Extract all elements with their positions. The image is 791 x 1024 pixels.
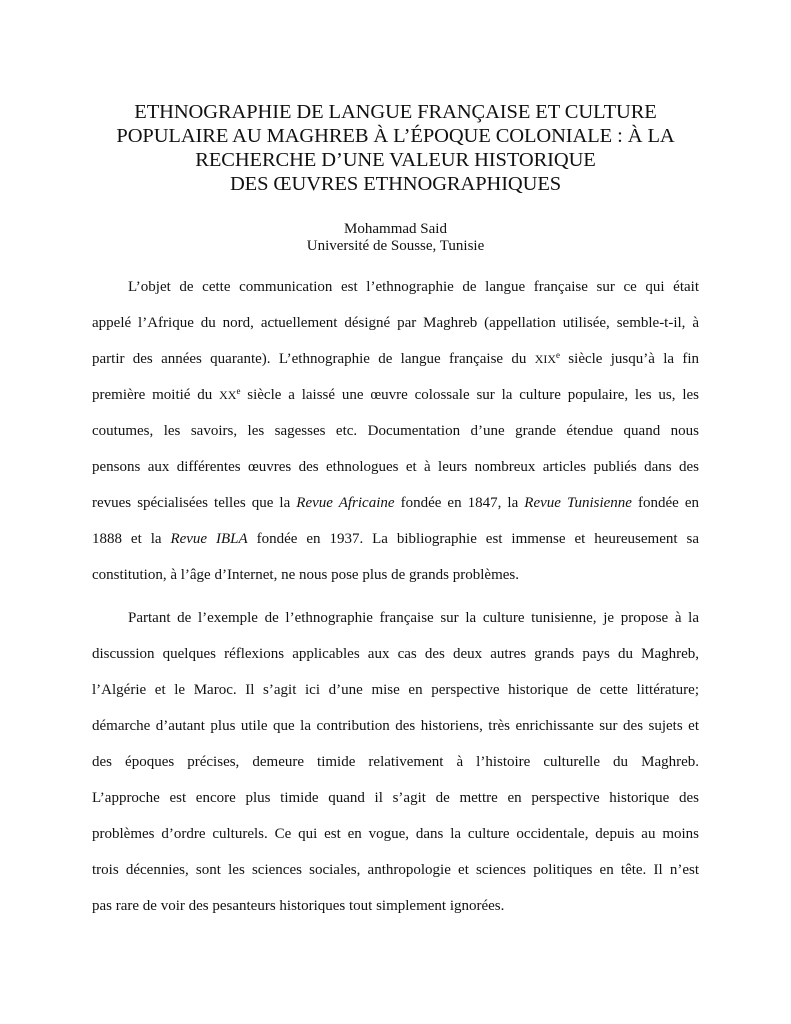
paragraph-line [92, 485, 699, 521]
paragraph-line: des époques précises, demeure timide relativement à l’histoire culturelle du Maghreb. [92, 754, 699, 770]
paragraph-line [92, 377, 699, 413]
title-line: ETHNOGRAPHIE DE LANGUE FRANÇAISE ET CULTURE [134, 101, 657, 123]
text-run: partir des années quarante). L’ethnographie de langue française du [92, 351, 535, 367]
text-run: siècle jusqu’à la fin [560, 351, 699, 367]
paragraph-line: appelé l’Afrique du nord, actuellement désigné par Maghreb (appellation utilisée, semble-t-il, à [92, 315, 699, 331]
paragraph-line [92, 341, 699, 377]
author-block [92, 221, 699, 255]
author-name: Mohammad Said [344, 221, 447, 237]
paragraph-line: coutumes, les savoirs, les sagesses etc. Documentation d’une grande étendue quand nous [92, 423, 699, 439]
paragraph-line: discussion quelques réflexions applicables aux cas des deux autres grands pays du Maghreb, [92, 646, 699, 662]
paragraph-line: l’Algérie et le Maroc. Il s’agit ici d’une mise en perspective historique de cette littérature; [92, 682, 699, 698]
text-run: 1888 et la [92, 531, 171, 547]
title-line: POPULAIRE AU MAGHREB À L’ÉPOQUE COLONIALE : À LA [116, 125, 675, 147]
journal-title: Revue Africaine [296, 495, 395, 511]
text-run: première moitié du [92, 387, 220, 403]
paragraph-1 [92, 269, 699, 593]
article-title [92, 100, 699, 196]
text-run: fondée en 1937. La bibliographie est immense et heureusement sa [247, 531, 699, 547]
paragraph-line [92, 521, 699, 557]
paragraph-line: L’objet de cette communication est l’ethnographie de langue française sur ce qui était [128, 279, 699, 295]
text-run: fondée en 1847, la [394, 495, 525, 511]
superscript: e [236, 386, 241, 396]
text-run: fondée en [631, 495, 700, 511]
century-numeral: XIX [534, 352, 557, 366]
superscript: e [556, 350, 561, 360]
paragraph-2 [92, 600, 699, 924]
paragraph-line: démarche d’autant plus utile que la contribution des historiens, très enrichissante sur des sujets et [92, 718, 699, 734]
paragraph-line: pas rare de voir des pesanteurs historiques tout simplement ignorées. [92, 898, 505, 914]
century-numeral: XX [219, 388, 237, 402]
paragraph-line: problèmes d’ordre culturels. Ce qui est en vogue, dans la culture occidentale, depuis au moins [92, 826, 699, 842]
paragraph-line: constitution, à l’âge d’Internet, ne nous pose plus de grands problèmes. [92, 567, 519, 583]
paragraph-line: trois décennies, sont les sciences sociales, anthropologie et sciences politiques en tête. Il n’est [92, 862, 699, 878]
journal-title: Revue Tunisienne [524, 495, 632, 511]
paragraph-line: pensons aux différentes œuvres des ethnologues et à leurs nombreux articles publiés dans des [92, 459, 699, 475]
title-line: RECHERCHE D’UNE VALEUR HISTORIQUE [195, 149, 596, 171]
paragraph-line: Partant de l’exemple de l’ethnographie française sur la culture tunisienne, je propose à la [128, 610, 699, 626]
title-line: DES ŒUVRES ETHNOGRAPHIQUES [229, 173, 562, 195]
paragraph-line: L’approche est encore plus timide quand il s’agit de mettre en perspective historique des [92, 790, 699, 806]
author-affiliation: Université de Sousse, Tunisie [306, 238, 485, 254]
journal-title: Revue IBLA [170, 531, 248, 547]
text-run: revues spécialisées telles que la [92, 495, 297, 511]
document-page [92, 100, 699, 924]
text-run: siècle a laissé une œuvre colossale sur la culture populaire, les us, les [240, 387, 699, 403]
